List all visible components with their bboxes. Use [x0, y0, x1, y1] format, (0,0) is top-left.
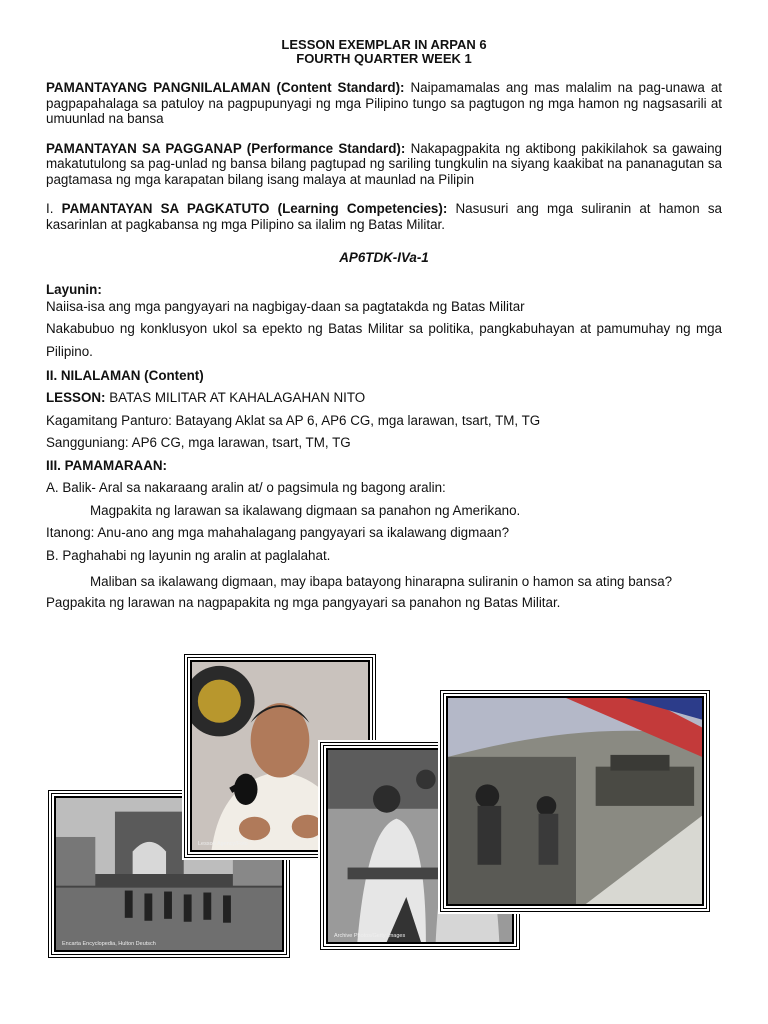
lesson-text: BATAS MILITAR AT KAHALAGAHAN NITO [105, 390, 366, 405]
objective-item-1: Naiisa-isa ang mga pangyayari na nagbigay-daan sa pagtatakda ng Batas Militar [46, 299, 525, 314]
procedure-b-detail: Maliban sa ikalawang digmaan, may ibapa batayong hinarapna suliranin o hamon sa ating bansa? [90, 574, 673, 589]
procedure-a: A. Balik- Aral sa nakaraang aralin at/ o pagsimula ng bagong aralin: [46, 480, 446, 495]
lesson-document [46, 38, 722, 611]
content-standard-text: Naipamamalas ang mas malalim na pag-unawa at pagpapahalaga sa patuloy na pagpupunyagi ng mga Pilipino tungo sa pagtugon ng mga hamon ng nagsasarili at umuunlad na bansa [46, 80, 722, 126]
content-standard [46, 80, 722, 127]
content-section-label: II. NILALAMAN (Content) [46, 367, 204, 383]
performance-standard-text: Nakapagpakita ng aktibong pakikilahok sa gawaing makatutulong sa pag-unlad ng bansa bilang pagtupad ng sariling tungkulin na siyang kaakibat na pananagutan sa pagtamasa ng mga karapatan bilang isang malaya at maunlad na Pilipin [46, 140, 722, 187]
objective-item-2: Nakabubuo ng konklusyon ukol sa epekto ng Batas Militar sa politika, pangkabuhayan at pamumuhay ng mga Pilipino. [46, 320, 722, 359]
photo-tank-frame [446, 696, 704, 906]
content-standard-label: PAMANTAYANG PANGNILALAMAN (Content Standard): [46, 80, 405, 95]
references-line: Sangguniang: AP6 CG, mga larawan, tsart, TM, TG [46, 435, 351, 450]
lesson-line [46, 390, 722, 406]
competencies-text: Nasusuri ang mga suliranin at hamon sa kasarinlan at pagkabansa ng mga Pilipino sa ilalim ng Batas Militar. [46, 201, 722, 232]
tank-street-image [448, 698, 702, 904]
procedure-label: III. PAMAMARAAN: [46, 457, 167, 473]
credit-arch: Encarta Encyclopedia, Hulton Deutsch [62, 941, 156, 947]
document-subtitle: FOURTH QUARTER WEEK 1 [296, 51, 472, 66]
objectives-label: Layunin: [46, 281, 102, 297]
performance-standard-label: PAMANTAYAN SA PAGGANAP (Performance Standard): [46, 140, 406, 156]
credit-portrait: Lesson Agency/Foto [198, 841, 248, 847]
performance-standard [46, 141, 722, 188]
lesson-label: LESSON: [46, 390, 106, 405]
procedure-question: Itanong: Anu-ano ang mga mahahalagang pangyayari sa ikalawang digmaan? [46, 525, 510, 540]
procedure-b: B. Paghahabi ng layunin ng aralin at paglalahat. [46, 547, 331, 563]
document-title: LESSON EXEMPLAR IN ARPAN 6 [281, 37, 487, 52]
learning-competencies [46, 201, 722, 232]
credit-crowd: Archive Photos/Getty Images [334, 933, 406, 939]
competencies-prefix: I. [46, 201, 62, 216]
procedure-a-detail: Magpakita ng larawan sa ikalawang digmaan sa panahon ng Amerikano. [90, 502, 521, 518]
competency-code: AP6TDK-IVa-1 [339, 250, 429, 265]
competencies-label: PAMANTAYAN SA PAGKATUTO (Learning Competencies): [61, 201, 448, 216]
procedure-b-show: Pagpakita ng larawan na nagpapakita ng mga pangyayari sa panahon ng Batas Militar. [46, 595, 561, 610]
photo-tank-street [438, 688, 712, 914]
materials-line: Kagamitang Panturo: Batayang Aklat sa AP 6, AP6 CG, mga larawan, tsart, TM, TG [46, 412, 541, 428]
